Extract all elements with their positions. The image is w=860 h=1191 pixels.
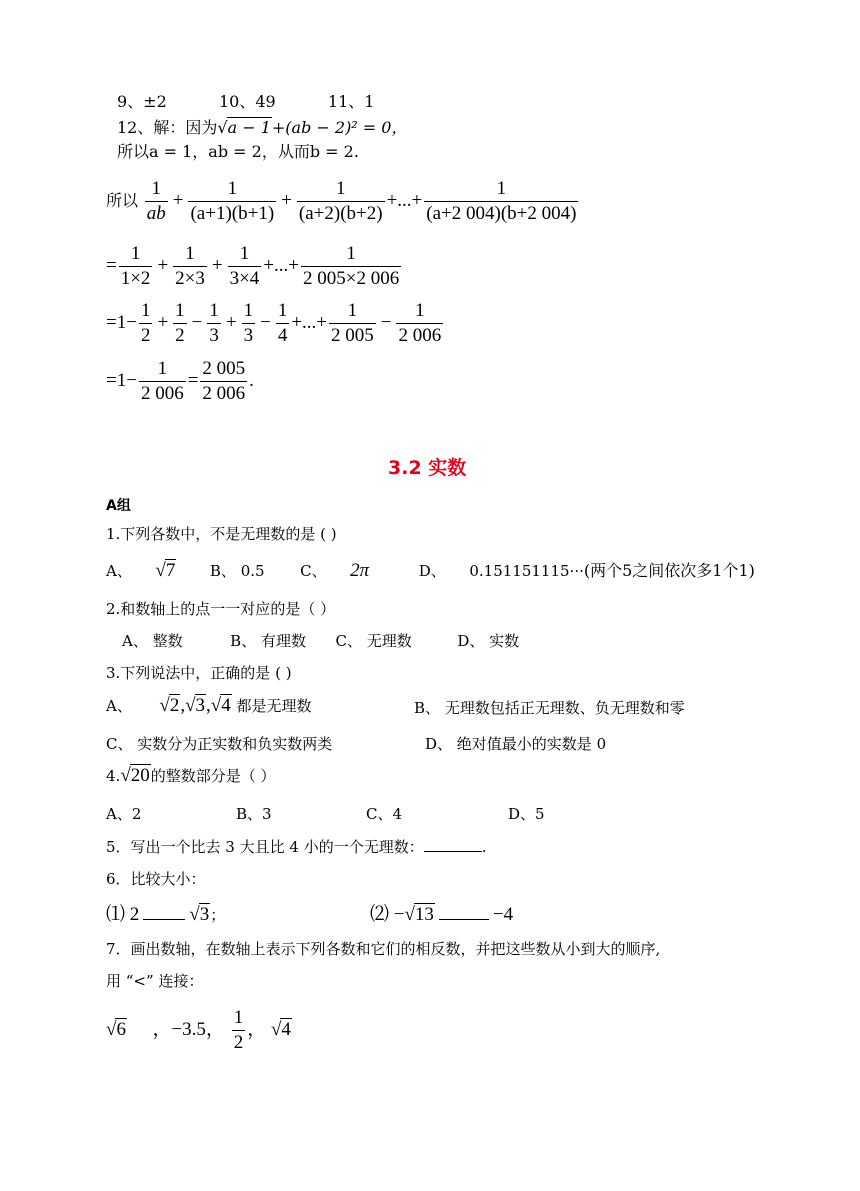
question-text: 5．写出一个比去 3 大且比 4 小的一个无理数： bbox=[106, 838, 424, 856]
radical-20: √20 bbox=[120, 765, 150, 786]
question-1-stem: 1.下列各数中，不是无理数的是 ( ) bbox=[106, 525, 337, 543]
question-4-option-d: D、5 bbox=[508, 805, 545, 823]
fraction bbox=[145, 178, 168, 225]
radicand: 3 bbox=[199, 904, 210, 925]
denominator: 1×2 bbox=[120, 268, 151, 289]
denominator: (a+2 004)(b+2 004) bbox=[426, 203, 577, 224]
number-neg-3-5: −3.5 bbox=[171, 1018, 206, 1040]
fraction bbox=[297, 178, 385, 225]
answer-12-text: 12、解：因为 bbox=[117, 118, 218, 137]
part-1-label: ⑴ 2 bbox=[106, 904, 140, 925]
equals: = bbox=[187, 369, 199, 391]
option-c-label: C、 bbox=[300, 562, 327, 580]
question-6-part-1 bbox=[106, 899, 225, 926]
numerator: 1 bbox=[239, 243, 250, 264]
separator: ， bbox=[205, 1018, 225, 1040]
numerator: 1 bbox=[140, 300, 151, 321]
fraction bbox=[424, 178, 578, 225]
answer-line-3: 所以a = 1，ab = 2，从而b = 2. bbox=[117, 142, 359, 161]
fraction bbox=[207, 300, 221, 347]
answer-blank[interactable] bbox=[143, 919, 185, 920]
denominator: 4 bbox=[277, 325, 288, 346]
radicand: 13 bbox=[414, 904, 434, 925]
fraction bbox=[173, 300, 187, 347]
answer-11: 11、1 bbox=[327, 92, 375, 111]
separator: ， bbox=[247, 1018, 267, 1040]
numerator: 1 bbox=[347, 300, 358, 321]
answer-line-1 bbox=[117, 89, 374, 112]
question-3-option-c: C、 实数分为正实数和负实数两类 bbox=[106, 735, 333, 753]
question-4-option-b: B、3 bbox=[236, 805, 272, 823]
fraction bbox=[301, 243, 401, 290]
denominator: 2×3 bbox=[175, 268, 205, 289]
question-4-option-a: A、2 bbox=[106, 805, 142, 823]
ellipsis: +...+ bbox=[263, 254, 299, 276]
radical-4: √4 bbox=[270, 1018, 291, 1040]
denominator: 2 005×2 006 bbox=[303, 268, 400, 289]
lead: =1− bbox=[106, 369, 137, 391]
numerator: 1 bbox=[415, 300, 425, 321]
denominator: (a+1)(b+1) bbox=[190, 203, 275, 224]
answer-9: 9、±2 bbox=[117, 92, 167, 111]
fraction-one-half bbox=[232, 1007, 246, 1054]
radical-6: √6 bbox=[106, 1018, 126, 1040]
fraction bbox=[173, 243, 207, 290]
fraction bbox=[242, 300, 256, 347]
numerator: 1 bbox=[496, 178, 507, 199]
numerator: 1 bbox=[185, 243, 195, 264]
numerator: 2 005 bbox=[202, 358, 246, 379]
radical-a-minus-1: √a − 1 bbox=[217, 118, 271, 137]
radicand: a − 1 bbox=[227, 118, 271, 137]
denominator: 2 bbox=[140, 325, 151, 346]
question-3-option-d: D、 绝对值最小的实数是 0 bbox=[425, 735, 607, 753]
denominator: 3 bbox=[209, 325, 219, 346]
option-c-value: 2π bbox=[350, 560, 370, 581]
numerator: 1 bbox=[346, 243, 356, 264]
derivation-row-2: = $\frac{1}{1\times 2}$ + $\frac{1}{2\times 3}$ + $\frac{1}{3\times 4}$ +...+ $\frac{1}{2 005\times 2 006}$ bbox=[106, 243, 400, 289]
numerator: 1 bbox=[227, 178, 238, 199]
numerator: 1 bbox=[233, 1007, 244, 1028]
fraction bbox=[188, 178, 276, 225]
option-a: A、 整数 bbox=[122, 632, 183, 650]
question-text: 的整数部分是（ ） bbox=[150, 767, 276, 785]
fraction bbox=[329, 300, 376, 347]
question-5 bbox=[106, 836, 487, 857]
question-4-option-c: C、4 bbox=[366, 805, 403, 823]
part-2-label: ⑵ − bbox=[370, 904, 405, 925]
denominator: 2 bbox=[175, 325, 185, 346]
option-d-value: 0.151151115··· bbox=[469, 562, 584, 580]
section-title: 3.2 实数 bbox=[388, 457, 467, 479]
answer-blank[interactable] bbox=[439, 919, 489, 920]
fraction bbox=[276, 300, 290, 347]
answer-12-expr: +(ab − 2)² = 0， bbox=[271, 118, 408, 137]
radicand: 7 bbox=[165, 560, 176, 581]
numerator: 1 bbox=[209, 300, 219, 321]
numerator: 1 bbox=[151, 178, 162, 199]
option-b: B、 有理数 bbox=[230, 632, 306, 650]
question-7-numbers bbox=[106, 1007, 292, 1054]
numerator: 1 bbox=[130, 243, 141, 264]
numerator: 1 bbox=[243, 300, 254, 321]
answer-line-2 bbox=[117, 115, 407, 138]
question-6-part-2 bbox=[370, 899, 513, 926]
option-d: D、 实数 bbox=[457, 632, 520, 650]
radicand: 4 bbox=[281, 1018, 291, 1040]
fraction bbox=[139, 300, 153, 347]
group-label: A组 bbox=[106, 498, 131, 514]
derivation-row-4 bbox=[106, 358, 254, 405]
answer-blank[interactable] bbox=[424, 851, 482, 852]
option-a-label: A、 bbox=[106, 697, 132, 715]
period: . bbox=[249, 369, 254, 391]
question-2-options bbox=[122, 630, 519, 651]
denominator: 2 bbox=[233, 1032, 244, 1053]
compare-value: −4 bbox=[492, 904, 514, 925]
derivation-row-1: 所以 $\frac{1}{ab}$ + $\frac{1}{(a+1)(b+1)}$ + $\frac{1}{(a+2)(b+2)}$ +...+ $\frac{1}{(a+2 004)(b+2 004)}$ bbox=[106, 178, 577, 224]
fraction bbox=[200, 358, 247, 405]
radicand: 6 bbox=[116, 1018, 126, 1040]
ellipsis: +...+ bbox=[291, 311, 327, 333]
option-a-label: A、 bbox=[106, 562, 132, 580]
question-3-option-b: B、 无理数包括正无理数、负无理数和零 bbox=[414, 699, 685, 717]
option-d-label: D、 bbox=[418, 562, 446, 580]
question-6-stem: 6．比较大小： bbox=[106, 870, 206, 888]
question-3-stem: 3.下列说法中，正确的是 ( ) bbox=[106, 664, 292, 682]
numerator: 1 bbox=[277, 300, 288, 321]
numerator: 1 bbox=[157, 358, 168, 379]
derivation-prefix: 所以 bbox=[106, 192, 139, 210]
option-c: C、 无理数 bbox=[335, 632, 412, 650]
ellipsis: +...+ bbox=[386, 189, 423, 211]
denominator: 3×4 bbox=[229, 268, 260, 289]
denominator: 2 006 bbox=[140, 383, 184, 404]
question-4-stem bbox=[106, 765, 276, 787]
semicolon: ； bbox=[210, 908, 226, 924]
denominator: (a+2)(b+2) bbox=[298, 203, 383, 224]
lead: =1− bbox=[106, 311, 137, 333]
radical-list: √2,√3,√4 bbox=[159, 695, 231, 716]
fraction bbox=[119, 243, 153, 290]
radicand: 20 bbox=[130, 765, 150, 786]
fraction bbox=[396, 300, 443, 347]
denominator: 2 005 bbox=[331, 325, 374, 346]
numerator: 1 bbox=[175, 300, 185, 321]
fraction bbox=[139, 358, 186, 405]
option-a-text: 都是无理数 bbox=[236, 697, 312, 715]
option-d-note: (两个5之间依次多1个1) bbox=[583, 561, 755, 580]
answer-10: 10、49 bbox=[218, 92, 276, 111]
separator: ， bbox=[152, 1018, 172, 1040]
radical-3: √3 bbox=[189, 904, 210, 925]
question-7-stem: 7．画出数轴，在数轴上表示下列各数和它们的相反数，并把这些数从小到大的顺序, bbox=[106, 940, 661, 958]
denominator: 2 006 bbox=[202, 383, 246, 404]
numerator: 1 bbox=[335, 178, 346, 199]
question-2-stem: 2.和数轴上的点一一对应的是（ ） bbox=[106, 600, 336, 618]
period: . bbox=[481, 838, 487, 856]
question-7-stem-2: 用 “<” 连接： bbox=[106, 972, 204, 990]
denominator: ab bbox=[146, 203, 166, 224]
radicand: 3 bbox=[195, 695, 206, 716]
derivation-row-3: =1− $\frac{1}{2}$ + $\frac{1}{2}$ − $\frac{1}{3}$ + $\frac{1}{3}$ − $\frac{1}{4}$ +...+ $\frac{1}{2 005}$ − $\frac{1}{2 006}$ bbox=[106, 300, 442, 346]
denominator: 3 bbox=[243, 325, 254, 346]
denominator: 2 006 bbox=[398, 325, 442, 346]
radicand: 2 bbox=[169, 695, 180, 716]
fraction bbox=[228, 243, 262, 290]
radical-7: √7 bbox=[155, 560, 176, 581]
option-b: B、 0.5 bbox=[209, 562, 265, 580]
equals: = bbox=[106, 254, 117, 276]
question-3-option-a bbox=[106, 695, 312, 717]
question-1-options bbox=[106, 558, 755, 582]
radicand: 4 bbox=[221, 695, 231, 716]
question-number: 4. bbox=[106, 767, 121, 785]
radical-13: √13 bbox=[404, 904, 434, 925]
